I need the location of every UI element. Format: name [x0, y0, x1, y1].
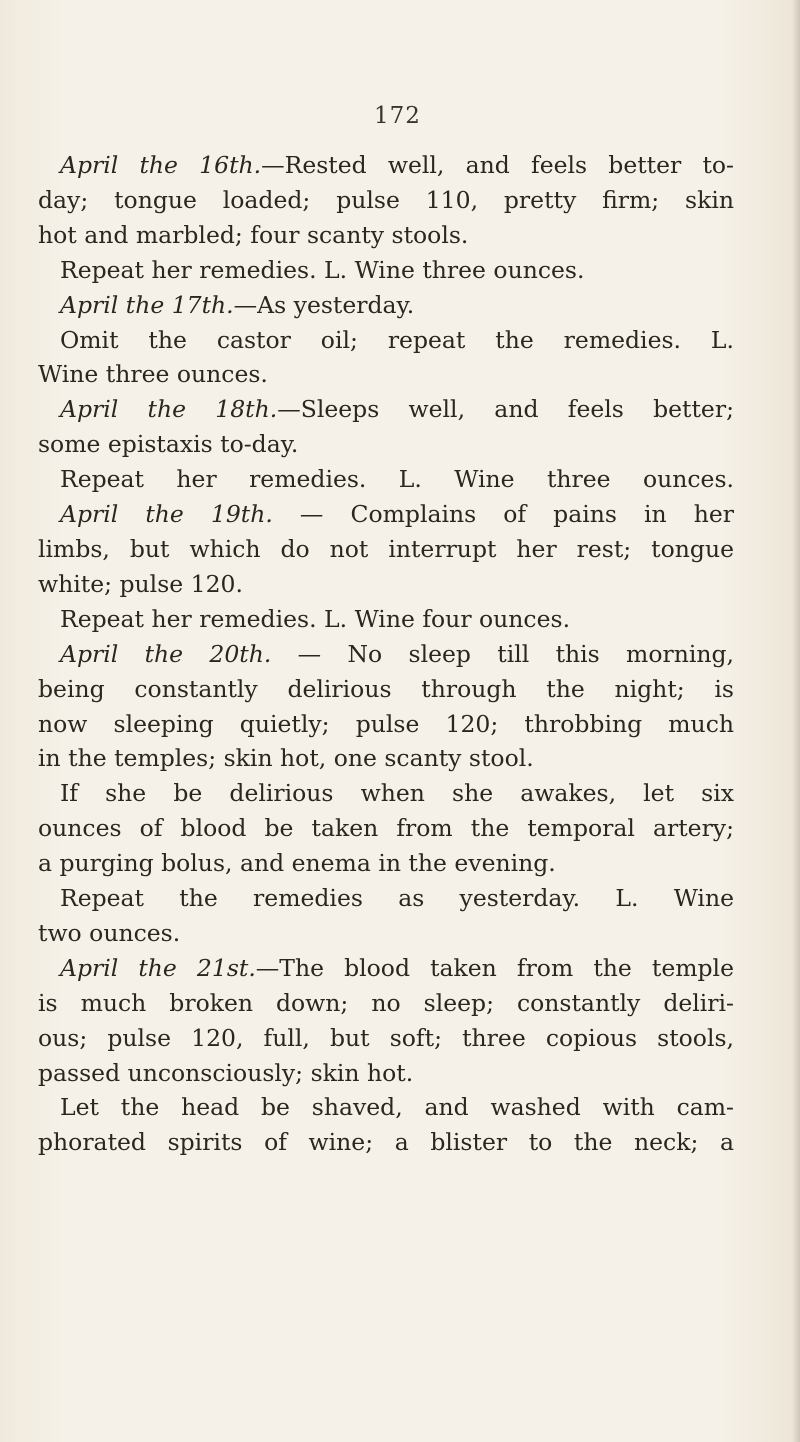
text-line	[38, 253, 734, 288]
line-text: — No sleep till this morning,	[271, 639, 734, 668]
line-text: Omit the castor oil; repeat the remedies. L.	[60, 325, 734, 354]
line-text: some epistaxis to-day.	[38, 430, 299, 459]
text-line	[38, 776, 734, 811]
text-line	[38, 1056, 734, 1091]
text-line	[38, 323, 734, 358]
line-text: Let the head be shaved, and washed with cam-	[60, 1093, 734, 1122]
text-line	[38, 427, 734, 462]
text-line	[38, 567, 734, 602]
line-text: —Rested well, and feels better to-	[261, 151, 734, 179]
line-text: Repeat her remedies. L. Wine three ounces.	[60, 465, 734, 494]
line-text: ous; pulse 120, full, but soft; three copious stools,	[38, 1023, 734, 1052]
page-edge-shadow	[792, 0, 800, 1442]
line-text: a purging bolus, and enema in the evening.	[38, 849, 556, 878]
text-line	[38, 881, 734, 916]
entry-date: April the 17th.	[60, 290, 234, 319]
entry-date: April the 21st.	[60, 953, 256, 982]
line-text: passed unconsciously; skin hot.	[38, 1058, 414, 1087]
line-text: Wine three ounces.	[38, 360, 268, 389]
text-line	[38, 672, 734, 707]
text-line	[38, 637, 734, 672]
text-line	[38, 462, 734, 497]
line-text: Repeat her remedies. L. Wine four ounces.	[60, 604, 571, 633]
entry-date: April the 20th.	[60, 639, 272, 668]
line-text: phorated spirits of wine; a blister to the neck; a	[38, 1128, 734, 1157]
line-text: being constantly delirious through the night; is	[38, 674, 734, 703]
line-text: ounces of blood be taken from the temporal artery;	[38, 814, 734, 843]
line-text: white; pulse 120.	[38, 569, 243, 598]
text-line	[38, 392, 734, 427]
line-text: —As yesterday.	[233, 290, 415, 319]
entry-date: April the 16th.	[60, 151, 262, 179]
entry-date: April the 19th.	[60, 500, 273, 529]
text-line	[38, 602, 734, 637]
line-text: day; tongue loaded; pulse 110, pretty firm; skin	[38, 185, 734, 214]
text-line	[38, 916, 734, 951]
line-text: in the temples; skin hot, one scanty stool.	[38, 744, 534, 773]
text-line	[38, 1021, 734, 1056]
page-text	[38, 148, 734, 1160]
text-line	[38, 846, 734, 881]
text-line	[38, 532, 734, 567]
line-text: two ounces.	[38, 918, 181, 947]
line-text: now sleeping quietly; pulse 120; throbbing much	[38, 709, 734, 738]
line-text: hot and marbled; four scanty stools.	[38, 220, 469, 249]
text-line	[38, 183, 734, 218]
text-line	[38, 1125, 734, 1160]
line-text: Repeat the remedies as yesterday. L. Wine	[60, 884, 734, 913]
text-line	[38, 218, 734, 253]
text-line	[38, 148, 734, 183]
entry-date: April the 18th.	[60, 395, 278, 424]
text-line	[38, 497, 734, 532]
text-line	[38, 741, 734, 776]
text-line	[38, 357, 734, 392]
line-text: —The blood taken from the temple	[255, 953, 734, 982]
text-line	[38, 811, 734, 846]
line-text: —Sleeps well, and feels better;	[277, 395, 734, 424]
line-text: If she be delirious when she awakes, let six	[60, 779, 734, 808]
line-text: limbs, but which do not interrupt her rest; tongue	[38, 534, 734, 563]
line-text: is much broken down; no sleep; constantly deliri-	[38, 988, 734, 1017]
text-line	[38, 707, 734, 742]
text-line	[38, 288, 734, 323]
page-number: 172	[374, 103, 421, 129]
text-line	[38, 986, 734, 1021]
text-line	[38, 1090, 734, 1125]
line-text: Repeat her remedies. L. Wine three ounces.	[60, 255, 585, 284]
line-text: — Complains of pains in her	[272, 500, 734, 529]
text-line	[38, 951, 734, 986]
